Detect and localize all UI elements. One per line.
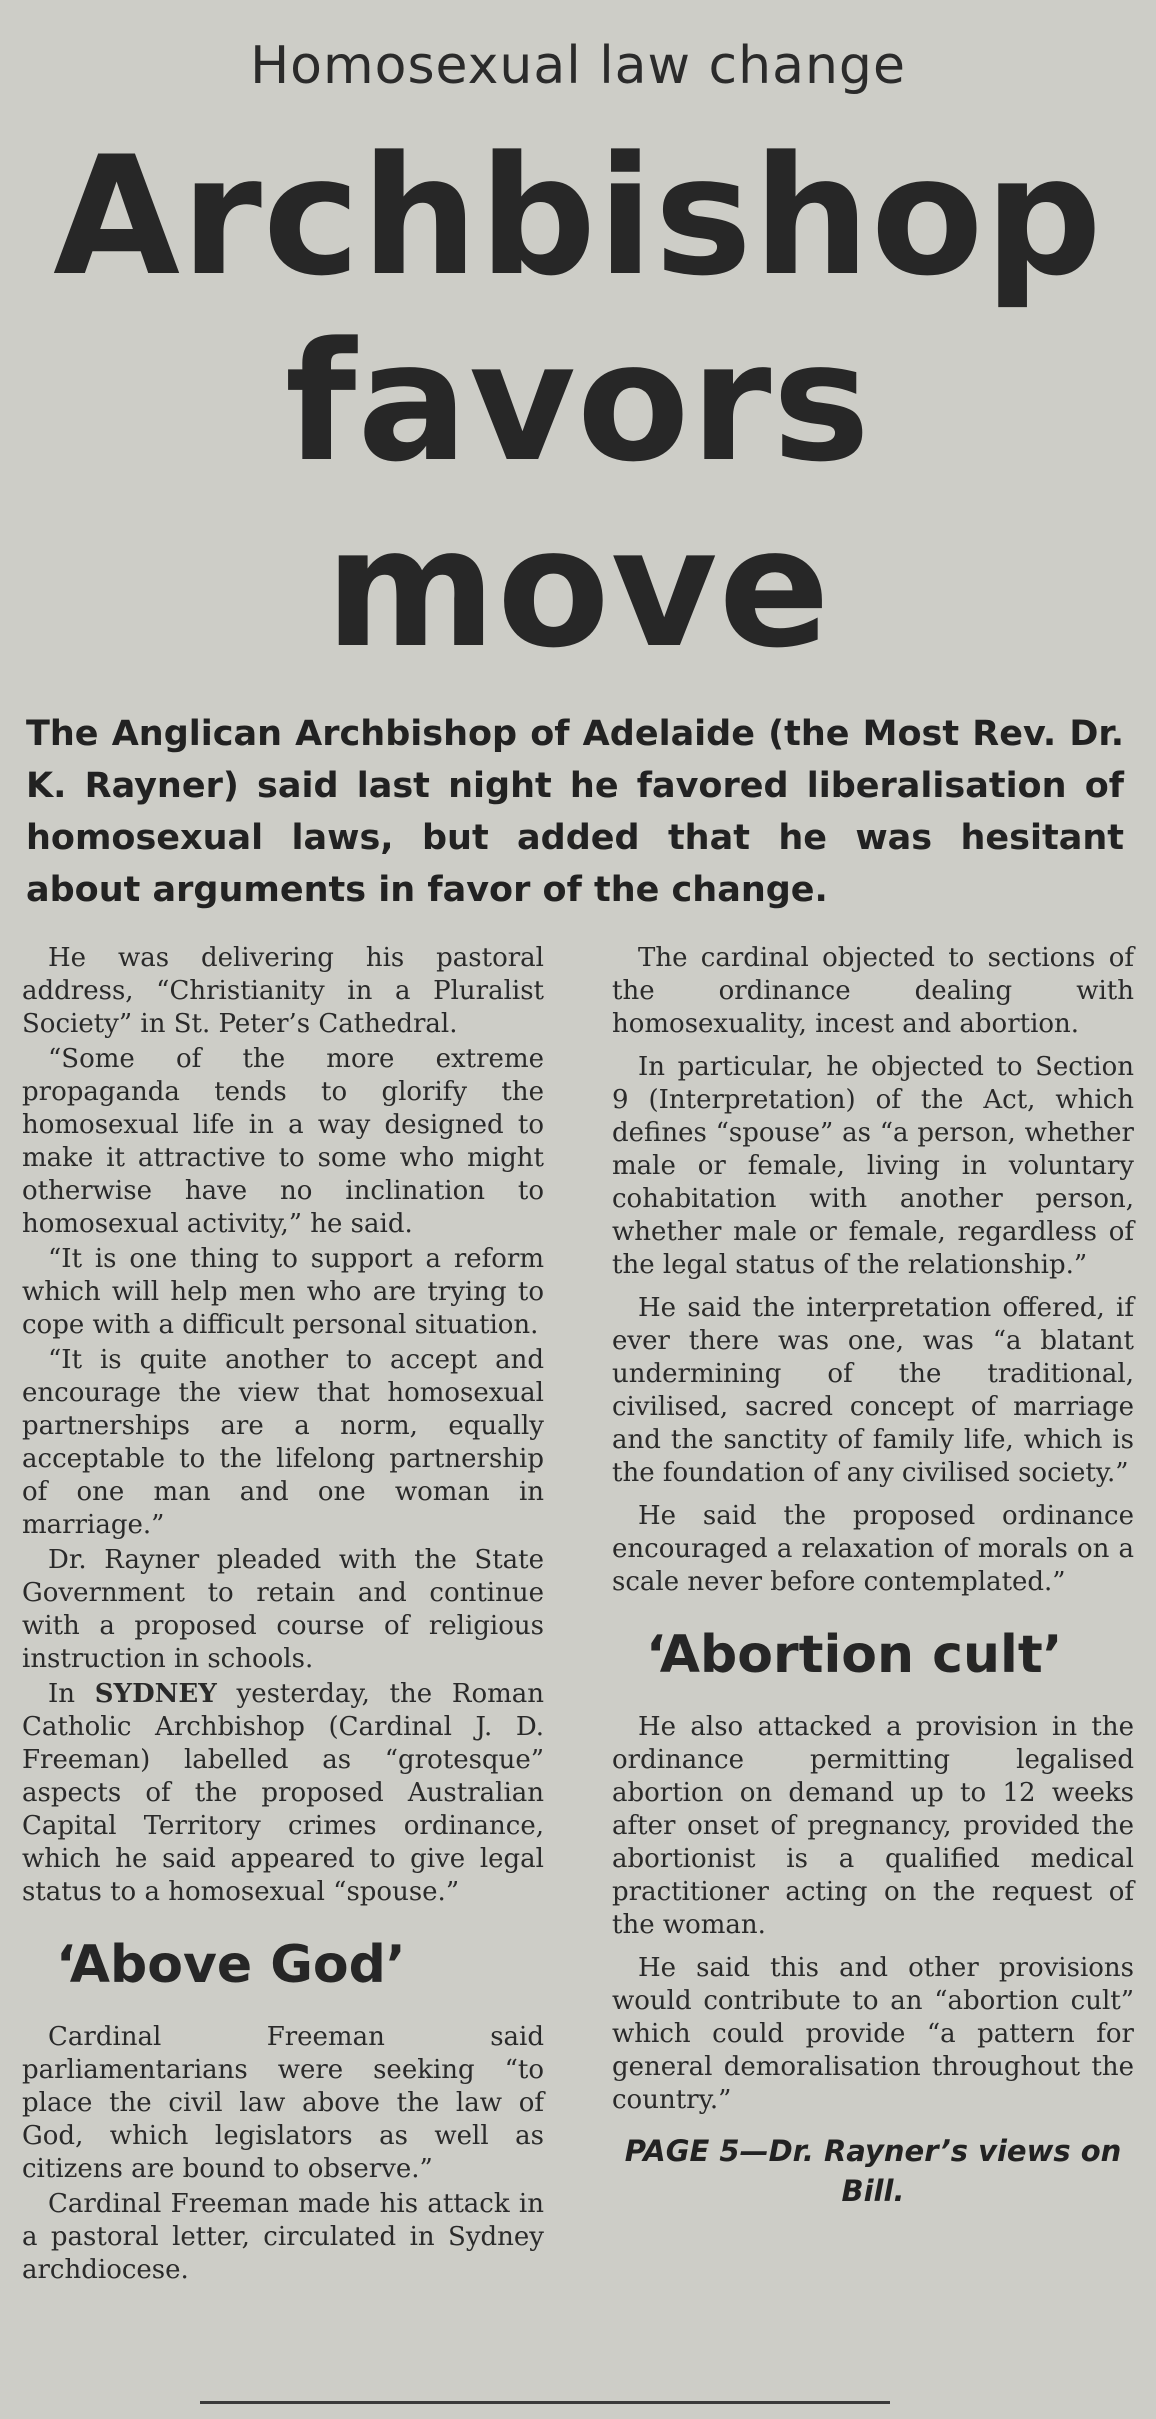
kicker: Homosexual law change (250, 36, 906, 96)
headline (22, 121, 1134, 684)
bottom-rule (200, 2401, 890, 2404)
paragraph: “It is one thing to support a reform which will help men who are trying to cope with a difficult personal situation. (22, 1244, 544, 1340)
left-column (22, 942, 544, 2289)
deck-text: The Anglican Archbishop of Adelaide (the Most Rev. Dr. K. Rayner) said last night he favored liberalisation of homosexual laws, but added that he was hesitant about arguments in favor of the change. (26, 714, 1124, 910)
headline-line-1: Archbishop (53, 121, 1103, 312)
right-column (612, 942, 1134, 2289)
deck (26, 708, 1124, 916)
paragraph: He said the interpretation offered, if ever there was one, was “a blatant undermining of the traditional, civilised, sacred concept of marriage and the sanctity of family life, which is the foundation of any civilised society.” (612, 1293, 1134, 1488)
subhead-above-god: ‘Above God’ (56, 1935, 406, 1995)
headline-line-2: favors move (284, 307, 872, 684)
paragraph: Cardinal Freeman made his attack in a pastoral letter, circulated in Sydney archdiocese. (22, 2189, 544, 2285)
subhead-abortion-cult: ‘Abortion cult’ (646, 1625, 1063, 1685)
paragraph: In particular, he objected to Section 9 (Interpretation) of the Act, which defines “spouse” as “a person, whether male or female, living in voluntary cohabitation with another person, whether male or female, regardless of the legal status of the relationship.” (612, 1052, 1134, 1280)
sydney-dateline: SYDNEY (94, 1679, 217, 1709)
paragraph: Cardinal Freeman said parliamentarians were seeking “to place the civil law above the law of God, which legislators as well as citizens are bound to observe.” (22, 2022, 544, 2184)
sydney-lead: In (48, 1679, 95, 1709)
paragraph: The cardinal objected to sections of the ordinance dealing with homosexuality, incest and abortion. (612, 943, 1134, 1039)
paragraph: He also attacked a provision in the ordinance permitting legalised abortion on demand up to 12 weeks after onset of pregnancy, provided the abortionist is a qualified medical practitioner acting on the request of the woman. (612, 1712, 1134, 1940)
article-columns (22, 942, 1134, 2289)
paragraph: He said the proposed ordinance encouraged a relaxation of morals on a scale never before contemplated.” (612, 1501, 1134, 1597)
paragraph: He was delivering his pastoral address, “Christianity in a Pluralist Society” in St. Peter’s Cathedral. (22, 943, 544, 1039)
sydney-paragraph (22, 1678, 544, 1909)
paragraph: “Some of the more extreme propaganda tends to glorify the homosexual life in a way designed to make it attractive to some who might otherwise have no inclination to homosexual activity,” he said. (22, 1044, 544, 1239)
paragraph: “It is quite another to accept and encourage the view that homosexual partnerships are a norm, equally acceptable to the lifelong partnership of one man and one woman in marriage.” (22, 1345, 544, 1540)
paragraph: Dr. Rayner pleaded with the State Government to retain and continue with a proposed course of religious instruction in schools. (22, 1545, 544, 1674)
sydney-text: yesterday, the Roman Catholic Archbishop (Cardinal J. D. Freeman) labelled as “grotesque” aspects of the proposed Australian Capital Territory crimes ordinance, which he said appeared to give legal status to a homosexual “spouse.” (22, 1679, 544, 1907)
paragraph: He said this and other provisions would contribute to an “abortion cult” which could provide “a pattern for general demoralisation throughout the country.” (612, 1953, 1134, 2115)
page-reference: PAGE 5—Dr. Rayner’s views on Bill. (624, 2134, 1122, 2208)
